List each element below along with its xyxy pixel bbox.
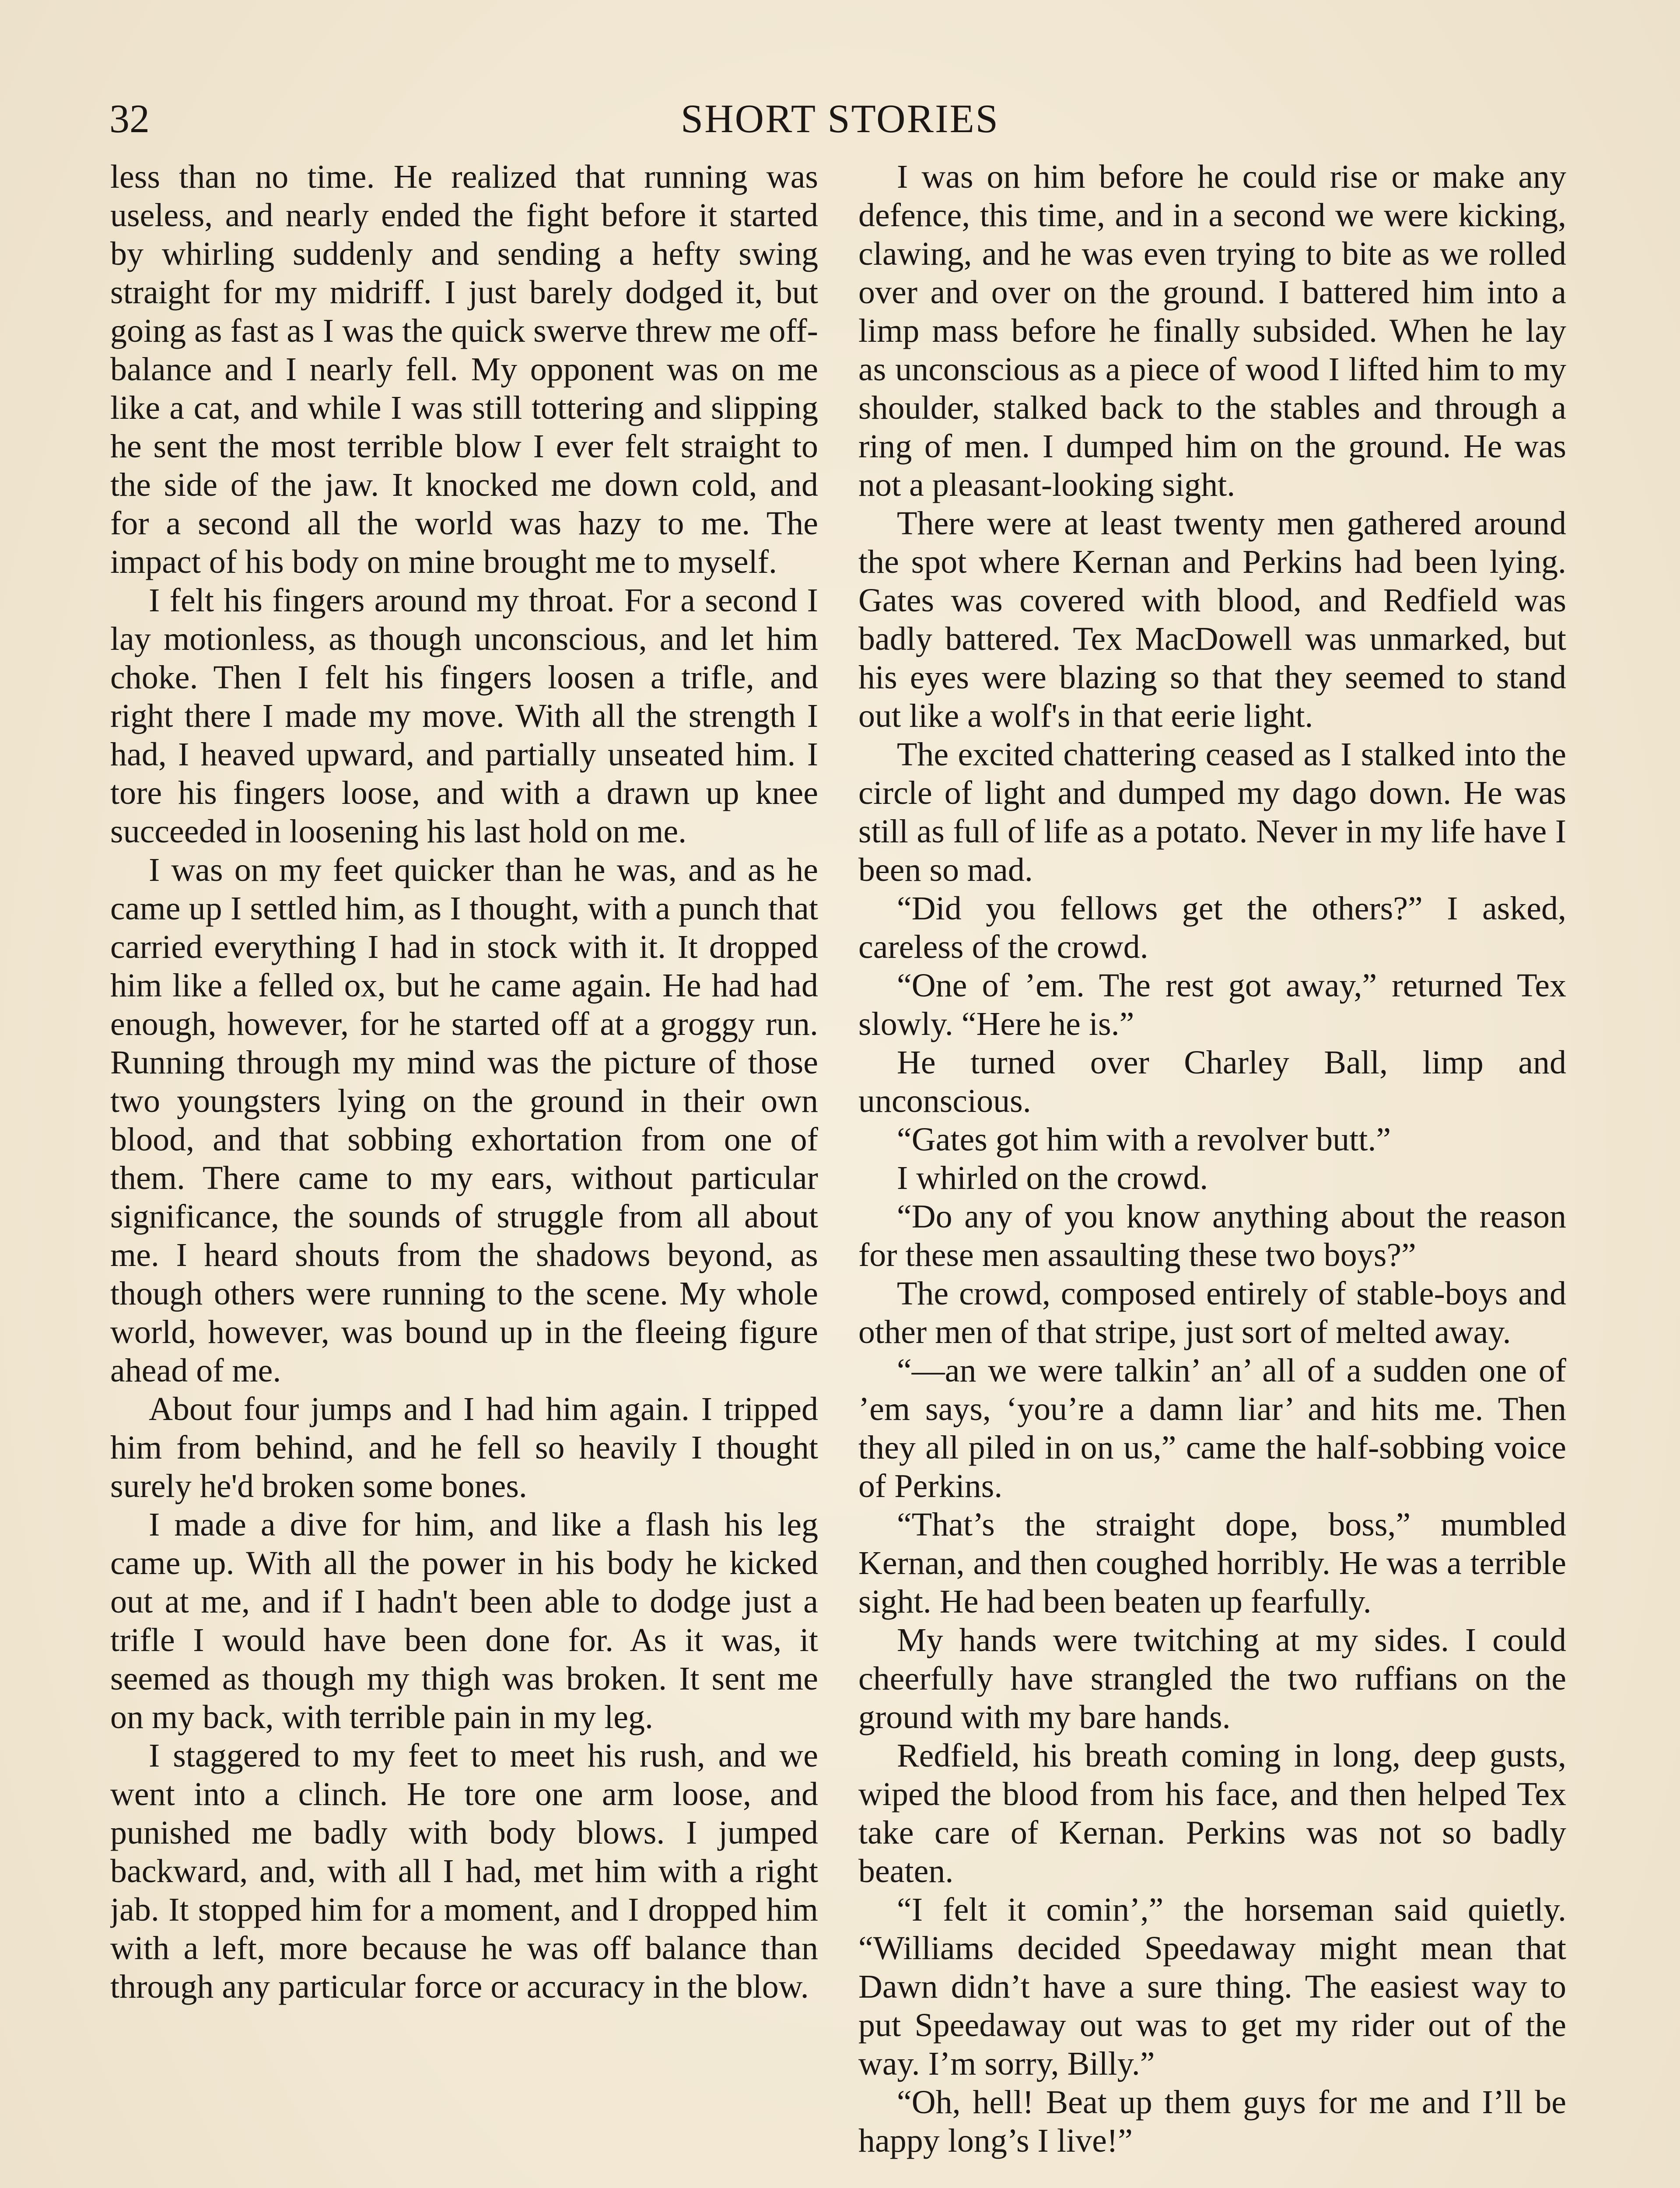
paragraph: I staggered to my feet to meet his rush, and we went into a clinch. He tore one arm loose, and punished me badly with body blows. I jumped backward, and, with all I had, met him with a right jab. It stopped him for a moment, and I dropped him with a left, more because he was off balance than through any particular force or accuracy in the blow.	[110, 1737, 818, 2005]
paragraph: Redfield, his breath coming in long, deep gusts, wiped the blood from his face, and then helped Tex take care of Kernan. Perkins was not so badly beaten.	[858, 1737, 1566, 1890]
paragraph: My hands were twitching at my sides. I could cheerfully have strangled the two ruffians on the ground with my bare hands.	[858, 1622, 1566, 1736]
paragraph: He turned over Charley Ball, limp and unconscious.	[858, 1044, 1566, 1119]
paragraph: I was on my feet quicker than he was, and as he came up I settled him, as I thought, with a punch that carried everything I had in stock with it. It dropped him like a felled ox, but he came again. He had had enough, however, for he started off at a groggy run. Running through my mind was the picture of those two youngsters lying on the ground in their own blood, and that sobbing exhortation from one of them. There came to my ears, without particular significance, the sounds of struggle from all about me. I heard shouts from the shadows beyond, as though others were running to the scene. My whole world, however, was bound up in the fleeing figure ahead of me.	[110, 852, 818, 1389]
page-number: 32	[109, 96, 150, 141]
paragraph: less than no time. He realized that running was useless, and nearly ended the fight before it started by whirling suddenly and sending a hefty swing straight for my midriff. I just barely dodged it, but going as fast as I was the quick swerve threw me off-balance and I nearly fell. My opponent was on me like a cat, and while I was still tottering and slipping he sent the most terrible blow I ever felt straight to the side of the jaw. It knocked me down cold, and for a second all the world was hazy to me. The impact of his body on mine brought me to myself.	[110, 158, 818, 580]
paragraph: There were at least twenty men gathered around the spot where Kernan and Perkins had been lying. Gates was covered with blood, and Redfield was badly battered. Tex MacDowell was unmarked, but his eyes were blazing so that they seemed to stand out like a wolf's in that eerie light.	[858, 505, 1566, 734]
paragraph: The crowd, composed entirely of stable-boys and other men of that stripe, just sort of melted away.	[858, 1275, 1566, 1350]
paragraph: “Gates got him with a revolver butt.”	[897, 1121, 1391, 1158]
paragraph: I made a dive for him, and like a flash his leg came up. With all the power in his body he kicked out at me, and if I hadn't been able to dodge just a trifle I would have been done for. As it was, it seemed as though my thigh was broken. It sent me on my back, with terrible pain in my leg.	[110, 1506, 818, 1736]
left-column	[110, 158, 818, 2188]
paragraph: “Oh, hell! Beat up them guys for me and I’ll be happy long’s I live!”	[858, 2084, 1566, 2159]
paragraph: I whirled on the crowd.	[897, 1160, 1208, 1196]
paragraph: I felt his fingers around my throat. For a second I lay motionless, as though unconscious, and let him choke. Then I felt his fingers loosen a trifle, and right there I made my move. With all the strength I had, I heaved upward, and partially unseated him. I tore his fingers loose, and with a drawn up knee succeeded in loosening his last hold on me.	[110, 582, 818, 850]
paragraph: “I felt it comin’,” the horseman said quietly. “Williams decided Speedaway might mean that Dawn didn’t have a sure thing. The easiest way to put Speedaway out was to get my rider out of the way. I’m sorry, Billy.”	[858, 1891, 1566, 2082]
right-column	[858, 158, 1566, 2188]
paragraph: “One of ’em. The rest got away,” returned Tex slowly. “Here he is.”	[858, 967, 1566, 1042]
paragraph: “That’s the straight dope, boss,” mumbled Kernan, and then coughed horribly. He was a terrible sight. He had been beaten up fearfully.	[858, 1506, 1566, 1620]
paragraph: I was on him before he could rise or make any defence, this time, and in a second we were kicking, clawing, and he was even trying to bite as we rolled over and over on the ground. I battered him into a limp mass before he finally subsided. When he lay as unconscious as a piece of wood I lifted him to my shoulder, stalked back to the stables and through a ring of men. I dumped him on the ground. He was not a pleasant-looking sight.	[858, 158, 1566, 503]
paragraph: About four jumps and I had him again. I tripped him from behind, and he fell so heavily I thought surely he'd broken some bones.	[110, 1391, 818, 1504]
paragraph: “Did you fellows get the others?” I asked, careless of the crowd.	[858, 890, 1566, 965]
paragraph: The excited chattering ceased as I stalked into the circle of light and dumped my dago down. He was still as full of life as a potato. Never in my life have I been so mad.	[858, 736, 1566, 888]
paragraph: “Do any of you know anything about the reason for these men assaulting these two boys?”	[858, 1198, 1566, 1273]
paragraph: “—an we were talkin’ an’ all of a sudden one of ’em says, ‘you’re a damn liar’ and hits me. Then they all piled in on us,” came the half-sobbing voice of Perkins.	[858, 1352, 1566, 1504]
running-head: SHORT STORIES	[681, 96, 999, 141]
page-header	[0, 0, 1680, 140]
